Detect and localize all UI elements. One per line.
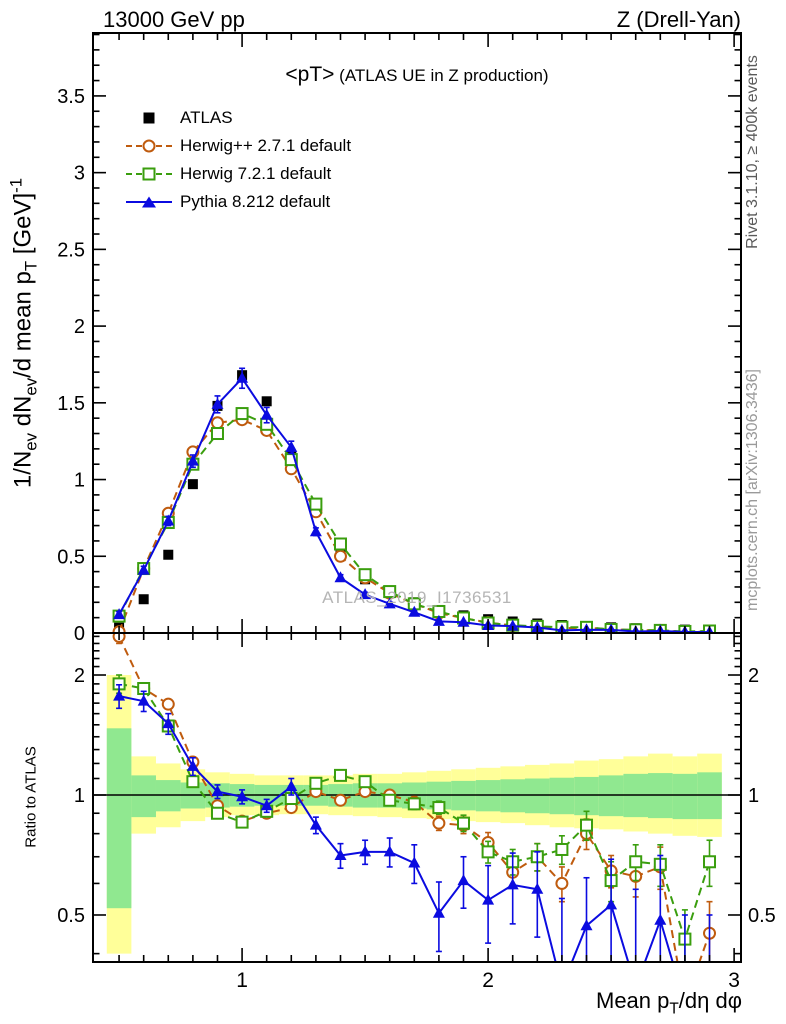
herwig7-ratio-marker [335,770,346,781]
ratio-y-tick-label: 2 [73,665,85,688]
pythia-ratio-marker [654,914,666,925]
main-y-tick-label: 0 [73,623,85,645]
main-y-tick-label: 1.5 [57,392,85,415]
main-y-tick-label: 3 [73,162,85,185]
green-uncertainty-band [131,775,156,817]
herwig7-marker-icon [126,166,172,182]
main-y-tick-label: 3.5 [57,85,85,108]
x-tick-label: 2 [482,969,494,992]
watermark: ATLAS_2019_I1736531 [322,588,512,607]
herwig7-ratio-marker [237,817,248,828]
legend-label: Herwig++ 2.7.1 default [180,136,352,155]
main-y-tick-label: 0.5 [57,546,85,569]
herwig7-ratio-marker [581,820,592,831]
herwig7-ratio-marker [433,802,444,813]
x-axis-title: Mean $p_T/d\eta$ dφ [596,988,742,1018]
green-uncertainty-band [599,775,624,816]
pythia-ratio-marker [482,894,494,905]
pythia-ratio-marker [605,898,617,909]
pythia-ratio-marker [507,878,519,889]
herwig7-ratio-marker [458,818,469,829]
plot-title-analysis: (ATLAS UE in Z production) [334,66,549,85]
legend-item-atlas [126,104,351,132]
pythia-marker [334,571,346,582]
ratio-y-tick-label: 0.5 [57,904,85,927]
pythia-marker [310,525,322,536]
ratio-y-tick-label-right: 0.5 [748,904,776,927]
ratio-panel [93,630,741,1024]
header-beam-energy: 13000 GeV pp [103,7,245,32]
main-y-tick-label: 1 [73,469,85,492]
green-uncertainty-band [500,779,525,812]
main-y-axis-title: $1/N_{ev}$ $dN_{ev}/d$ mean $p_T$ [GeV]$^{-1}$ [6,177,41,489]
x-tick-label: 3 [728,969,740,992]
herwigpp-ratio-marker [556,878,567,889]
herwigpp-ratio-marker [335,795,346,806]
herwig7-ratio-marker [630,856,641,867]
green-uncertainty-band [673,774,698,819]
header-process: Z (Drell-Yan) [616,7,741,32]
legend-label: ATLAS [180,108,233,127]
legend-item-herwig7 [126,160,351,188]
atlas-marker [163,550,173,560]
herwigpp-marker [212,417,223,428]
herwig7-ratio-marker [384,795,395,806]
legend-label: Herwig 7.2.1 default [180,164,332,183]
ratio-y-tick-label-right: 2 [748,665,760,688]
herwigpp-ratio-marker [433,818,444,829]
atlas-marker-icon [126,110,172,126]
herwig7-ratio-marker [556,844,567,855]
herwig7-marker [335,538,346,549]
main-y-tick-label: 2.5 [57,239,85,262]
ratio-y-tick-label-right: 1 [748,785,760,807]
pythia-ratio-marker [457,874,469,885]
herwig7-marker [237,408,248,419]
herwig7-marker [310,499,321,510]
atlas-marker [188,479,198,489]
ratio-y-axis-title: Ratio to ATLAS [22,746,40,848]
ratio-y-tick-label: 1 [73,785,85,807]
legend [126,104,351,216]
herwig7-ratio-marker [212,808,223,819]
pythia-marker-icon [126,194,172,210]
herwig7-ratio-marker [310,778,321,789]
green-uncertainty-band [525,779,550,814]
x-tick-label: 1 [236,969,248,992]
side-note-mcplots: mcplots.cern.ch [arXiv:1306.3436] [744,369,761,611]
herwigpp-ratio-marker [163,699,174,710]
legend-item-herwigpp [126,132,351,160]
herwig7-ratio-marker [187,776,198,787]
atlas-marker [262,396,272,406]
main-y-tick-label: 2 [73,316,85,339]
green-uncertainty-band [574,777,599,815]
herwigpp-marker [335,551,346,562]
green-uncertainty-band [107,728,132,908]
side-note-rivet: Rivet 3.1.10, ≥ 400k events [744,55,761,249]
herwig7-ratio-marker [483,846,494,857]
herwig7-ratio-marker [360,776,371,787]
herwig7-ratio-marker [409,798,420,809]
herwig7-marker [212,428,223,439]
herwig7-ratio-marker [704,856,715,867]
herwig7-marker [360,569,371,580]
legend-label: Pythia 8.212 default [180,192,331,211]
pythia-ratio-marker [556,980,568,991]
green-uncertainty-band [550,778,575,814]
herwigpp-marker-icon [126,138,172,154]
plot-title [93,63,741,87]
legend-item-pythia [126,188,351,216]
plot-title-observable: <pT> [285,63,335,86]
